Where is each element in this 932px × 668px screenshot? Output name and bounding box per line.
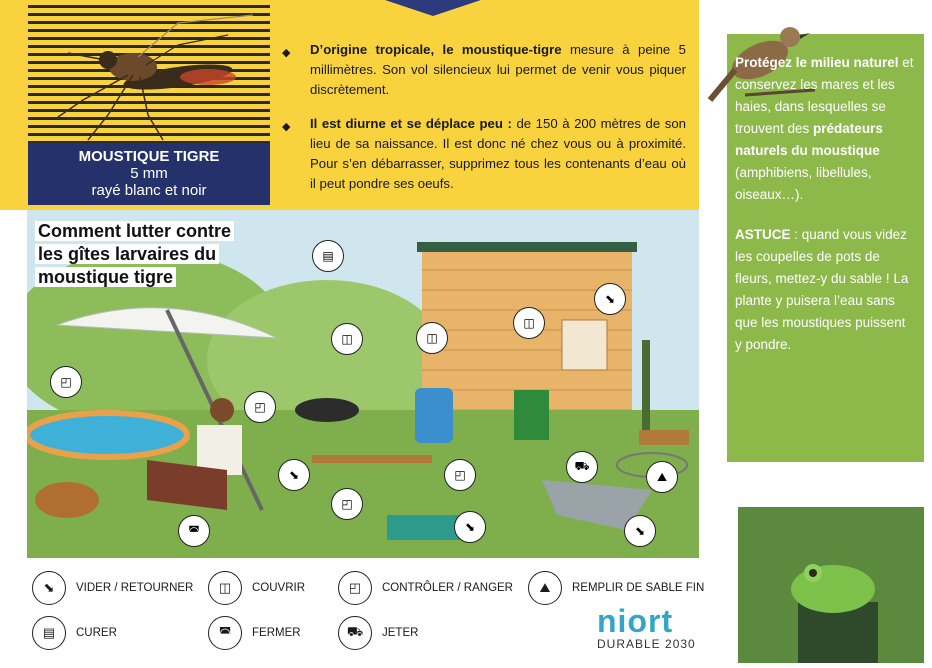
lid-close-icon: ◚ [178,515,210,547]
scene-title-line1: Comment lutter contre [35,221,234,241]
scene-title-line2: les gîtes larvaires du [35,244,219,264]
bullet-origin [282,40,686,100]
legend-label: COUVRIR [252,582,306,594]
legend-label: REMPLIR DE SABLE FIN [572,582,705,594]
diamond-bullet-icon: ◆ [282,121,291,133]
logo-subtitle: DURABLE 2030 [597,637,696,651]
bullet-behavior-bold: Il est diurne et se déplace peu : [310,116,512,131]
legend-item-cover [208,571,305,605]
sidebar-text-2: (amphibiens, libellules, oiseaux…). [735,165,872,202]
info-bullets [282,40,686,208]
banner-notch [385,0,481,16]
brush-icon: ▤ [312,240,344,272]
sidebar-bold-2: prédateurs naturels du moustique [735,121,883,158]
mosquito-pattern: rayé blanc et noir [91,182,207,199]
bucket-pour-icon: ⬊ [454,511,486,543]
check-container-icon: ◰ [331,488,363,520]
sidebar-nature-paragraph [735,52,915,206]
mosquito-size: 5 mm [130,165,168,182]
niort-logo [597,605,696,651]
sand-pile-icon: ⛰ [528,571,562,605]
sidebar-text [735,52,915,356]
legend-item-sand [528,571,704,605]
frog-illustration [738,507,924,663]
bucket-pour-icon: ⬊ [32,571,66,605]
legend-label: VIDER / RETOURNER [76,582,194,594]
check-container-icon: ◰ [338,571,372,605]
logo-brand: niort [597,603,674,639]
legend-label: FERMER [252,627,301,639]
check-container-icon: ◰ [50,366,82,398]
check-container-icon: ◰ [244,391,276,423]
cover-container-icon: ◫ [513,307,545,339]
frog-photo [738,507,924,663]
trash-truck-icon: ⛟ [566,451,598,483]
legend-item-clean [32,616,117,650]
lid-close-icon: ◚ [208,616,242,650]
bucket-pour-icon: ⬊ [594,283,626,315]
legend-item-empty [32,571,193,605]
mosquito-illustration [28,5,270,143]
sand-pile-icon: ⛰ [646,461,678,493]
cover-container-icon: ◫ [331,323,363,355]
bullet-origin-text: mesure à peine 5 millimètres. Son vol silencieux lui permet de venir vous piquer discrètement. [310,42,686,97]
bullet-behavior-text: de 150 à 200 mètres de son lieu de sa naissance. Il est donc né chez vous ou à proximité. Pour s’en débarrasser, supprimez tous les contenants d’eau où il peut pondre ses oeufs. [310,116,686,191]
sidebar-bold-1: Protégez le milieu naturel [735,55,899,70]
bullet-origin-bold: D’origine tropicale, le moustique-tigre [310,42,562,57]
legend-label: CONTRÔLER / RANGER [382,582,513,594]
cover-container-icon: ◫ [208,571,242,605]
diamond-bullet-icon: ◆ [282,47,291,59]
legend-label: CURER [76,627,117,639]
mosquito-id-card [28,143,270,205]
legend-item-close [208,616,301,650]
legend-item-throw [338,616,418,650]
sidebar-tip-paragraph [735,224,915,356]
legend-item-check [338,571,513,605]
mosquito-name: MOUSTIQUE TIGRE [78,148,220,165]
trash-truck-icon: ⛟ [338,616,372,650]
sidebar-text-3: : quand vous videz les coupelles de pots de fleurs, mettez-y du sable ! La plante y puisera l’eau sans que les moustiques puissent y pondre. [735,227,909,352]
bullet-behavior [282,114,686,194]
legend-label: JETER [382,627,419,639]
brush-icon: ▤ [32,616,66,650]
check-container-icon: ◰ [444,459,476,491]
sidebar-text-1: et conservez les mares et les haies, dans lesquelles se trouvent des [735,55,914,136]
scene-title [35,220,234,289]
bucket-pour-icon: ⬊ [624,515,656,547]
cover-container-icon: ◫ [416,322,448,354]
sidebar-bold-3: ASTUCE [735,227,791,242]
scene-title-line3: moustique tigre [35,267,176,287]
bucket-pour-icon: ⬊ [278,459,310,491]
